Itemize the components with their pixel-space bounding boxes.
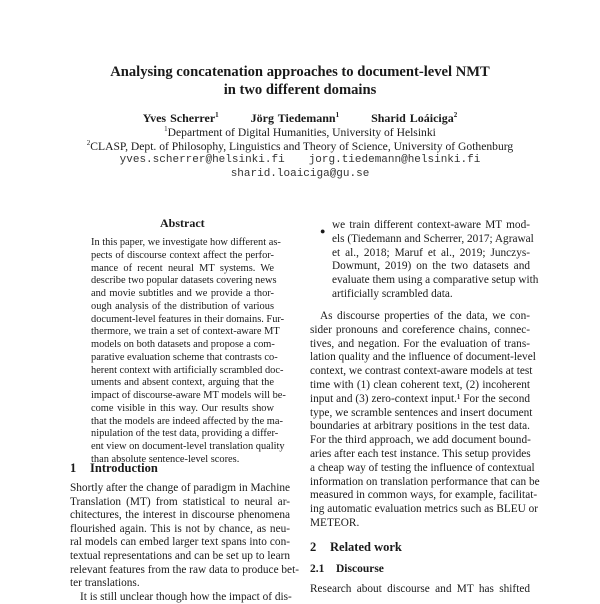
text-line: ter translations. [70, 577, 140, 590]
text-line: measured in common ways, for example, facilitat- [310, 489, 538, 502]
authors [0, 111, 600, 126]
text-line: pects of discourse context affect the perfor- [91, 249, 274, 261]
subsection-2-1-heading: 2.1 Discourse [310, 563, 384, 575]
text-line: a cheap way of testing the influence of contextual [310, 461, 535, 474]
text-line: come visible in this way. Our results show [91, 402, 274, 414]
abstract-heading: Abstract [160, 216, 205, 230]
author: Sharid Loáiciga$^2$ [371, 111, 458, 125]
text-line: impact of discourse-aware MT models will be- [91, 390, 286, 401]
text-line: boundaries at arbitrary positions in the test data. [310, 420, 530, 433]
text-line: lation quality and the influence of document-level [310, 351, 536, 364]
text-line: thermore, we train a set of context-aware MT [91, 326, 280, 338]
text-line: It is still unclear though how the impact of dis- [80, 590, 292, 603]
text-line: describe two popular datasets covering news [91, 275, 277, 287]
paper-title-line-1: Analysing concatenation approaches to document-level NMT [110, 64, 490, 80]
paper-title-line-2: in two different domains [223, 82, 377, 98]
section-1-heading: 1 Introduction [70, 461, 158, 475]
email: yves.scherrer@helsinki.fi [119, 154, 285, 166]
affiliation-2: $^2$CLASP, Dept. of Philosophy, Linguistics and Theory of Science, University of Gothenburg [86, 139, 514, 153]
text-line: ral models can embed larger text spans into con- [70, 536, 290, 549]
text-line: we train different context-aware MT mod- [332, 219, 530, 231]
affiliation-1: $^1$Department of Digital Humanities, University of Helsinki [164, 125, 436, 139]
text-line: models on both datasets and propose a com- [91, 339, 275, 350]
emails-line-2 [0, 168, 600, 180]
text-line: than absolute sentence-level scores. [91, 453, 240, 465]
text-line: information on translation performance that can be [310, 475, 540, 488]
emails-line-1 [0, 154, 600, 166]
author: Jörg Tiedemann$^1$ [250, 111, 340, 125]
email: jorg.tiedemann@helsinki.fi [308, 154, 481, 166]
text-line: type, we scramble sentences and insert document [310, 406, 533, 419]
text-line: Shortly after the change of paradigm in Machine [70, 482, 290, 494]
section-2-heading: 2 Related work [310, 540, 402, 554]
text-line: ent view on document-level translation quality [91, 441, 285, 452]
text-line: input and (3) zero-context input.¹ For the second [310, 392, 530, 405]
bullet-icon: ● [320, 226, 326, 236]
email: sharid.loaiciga@gu.se [230, 168, 370, 180]
text-line: aries after each test instance. This setup provides [310, 448, 531, 460]
text-line: context, we contrast context-aware models at test [310, 365, 533, 378]
text-line: chitectures, the interest in discourse phenomena [70, 509, 290, 522]
text-line: parative evaluation scheme that contrasts co- [91, 351, 278, 363]
text-line: and movie subtitles and we provide a thor- [91, 288, 274, 299]
text-line: Dowmunt, 2019) on the two datasets and [332, 260, 530, 273]
text-line: mance of recent neural MT systems. We [91, 262, 274, 274]
text-line: For the third approach, we add document bound- [310, 434, 531, 447]
text-line: uments and absent context, arguing that the [91, 377, 274, 389]
text-line: In this paper, we investigate how different as- [91, 237, 281, 248]
text-line: Translation (MT) from statistical to neural ar- [70, 495, 290, 508]
text-line: relevant features from the raw data to produce bet- [70, 563, 299, 576]
author: Yves Scherrer$^1$ [142, 111, 219, 125]
text-line: sider pronouns and coreference chains, connec- [310, 323, 530, 336]
text-line: flourished again. This is not by chance, as neu- [70, 522, 290, 535]
text-line: time with (1) clean coherent text, (2) incoherent [310, 379, 530, 391]
text-line: evaluate them using a comparative setup with [332, 274, 539, 287]
text-line: herent context with artificially scrambled doc- [91, 364, 284, 376]
text-line: et al., 2018; Maruf et al., 2019; Junczys- [332, 246, 530, 259]
text-line: artificially scrambled data. [332, 288, 453, 300]
text-line: As discourse properties of the data, we con- [320, 310, 530, 322]
text-line: METEOR. [310, 517, 360, 529]
text-line: Research about discourse and MT has shifted [310, 583, 530, 595]
text-line: that the models are indeed affected by the ma- [91, 415, 283, 427]
text-line: els (Tiedemann and Scherrer, 2017; Agrawal [332, 232, 534, 245]
text-line: ough analysis of the distribution of various [91, 300, 274, 312]
text-line: nipulation of the test data, providing a differ- [91, 428, 279, 440]
text-line: ing automatic evaluation metrics such as BLEU or [310, 503, 539, 516]
text-line: textual representations and can be set up to learn [70, 550, 290, 562]
text-line: tives, and negation. For the evaluation of trans- [310, 337, 530, 350]
text-line: document-level features in their domains. Fur- [91, 313, 285, 325]
